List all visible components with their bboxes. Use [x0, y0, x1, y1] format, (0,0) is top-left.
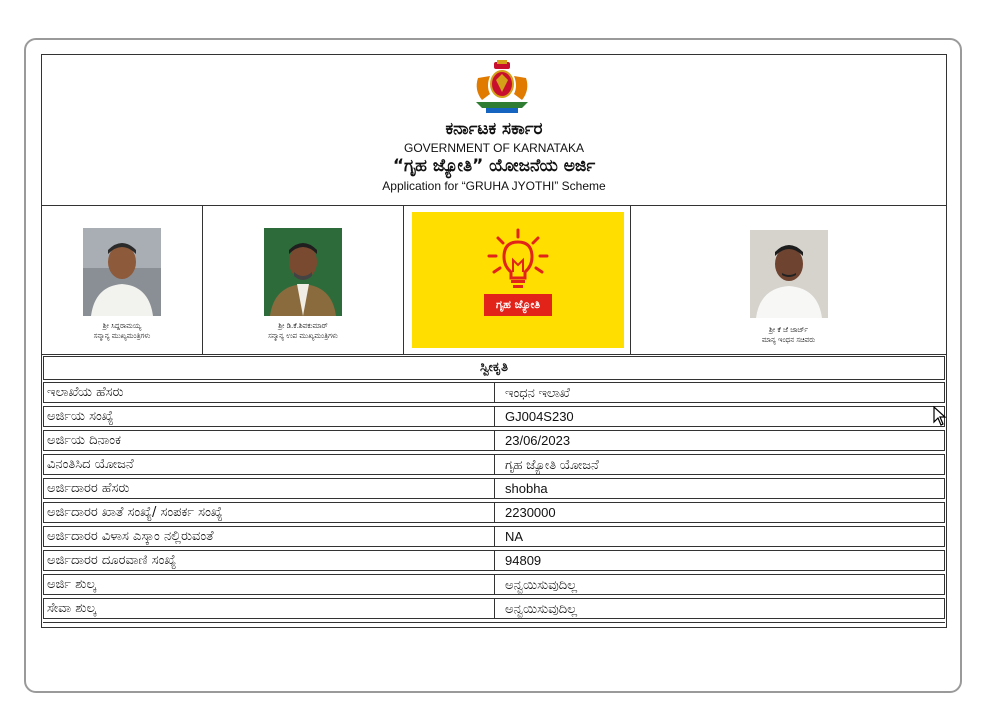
row-label-scheme: ವಿನಂತಿಸಿದ ಯೋಜನೆ: [43, 454, 495, 475]
acknowledgement-table: [42, 356, 946, 627]
bulb-icon: [486, 228, 550, 294]
scheme-title-english: Application for “GRUHA JYOTHI” Scheme: [382, 179, 606, 193]
row-label-account-number: ಅರ್ಜಿದಾರರ ಖಾತೆ ಸಂಖ್ಯೆ/ ಸಂಪರ್ಕ ಸಂಖ್ಯೆ: [43, 502, 495, 523]
gruha-jyothi-logo-cell: [404, 206, 631, 354]
logo-text: ಗೃಹ ಜ್ಯೋತಿ: [484, 294, 552, 316]
table-bottom-rule: [43, 622, 945, 627]
row-label-application-number: ಅರ್ಜಿಯ ಸಂಖ್ಯೆ: [43, 406, 495, 427]
dignitary-card-dcm: [203, 206, 404, 354]
gruha-jyothi-logo: [412, 212, 624, 348]
government-title-english: GOVERNMENT OF KARNATAKA: [403, 141, 585, 155]
row-label-application-date: ಅರ್ಜಿಯ ದಿನಾಂಕ: [43, 430, 495, 451]
row-label-application-fee: ಅರ್ಜಿ ಶುಲ್ಕ: [43, 574, 495, 595]
government-title-kannada: ಕರ್ನಾಟಕ ಸರ್ಕಾರ: [445, 119, 543, 139]
row-label-address: ಅರ್ಜಿದಾರರ ವಿಳಾಸ ಎಸ್ಕಾಂ ನಲ್ಲಿರುವಂತೆ: [43, 526, 495, 547]
row-value-department: ಇಂಧನ ಇಲಾಖೆ: [495, 382, 945, 403]
row-value-service-fee: ಅನ್ವಯಿಸುವುದಿಲ್ಲ: [495, 598, 945, 619]
table-row: [43, 550, 945, 571]
application-document: [41, 54, 947, 628]
table-row: [43, 406, 945, 427]
dignitary-card-minister: [631, 206, 946, 354]
dignitary-role-minister: ಮಾನ್ಯ ಇಂಧನ ಸಚಿವರು: [761, 336, 816, 344]
row-label-applicant-name: ಅರ್ಜಿದಾರರ ಹೆಸರು: [43, 478, 495, 499]
dignitary-card-cm: [42, 206, 203, 354]
table-row: [43, 502, 945, 523]
row-value-application-date: 23/06/2023: [495, 430, 945, 451]
scheme-title-kannada: “ಗೃಹ ಜ್ಯೋತಿ” ಯೋಜನೆಯ ಅರ್ಜಿ: [392, 156, 596, 176]
table-row: [43, 382, 945, 403]
row-value-applicant-name: shobha: [495, 478, 945, 499]
row-value-application-number: GJ004S230: [495, 406, 945, 427]
table-row: [43, 478, 945, 499]
dignitary-name-dcm: ಶ್ರೀ ಡಿ.ಕೆ.ಶಿವಕುಮಾರ್: [278, 322, 328, 330]
table-row: [43, 454, 945, 475]
portrait-minister-image: [750, 230, 828, 318]
portrait-cm-image: [83, 228, 161, 316]
table-row: [43, 526, 945, 547]
acknowledgement-heading: ಸ್ವೀಕೃತಿ: [43, 356, 945, 380]
portrait-dcm-image: [264, 228, 342, 316]
mouse-pointer-icon: [933, 406, 947, 426]
dignitary-name-cm: ಶ್ರೀ ಸಿದ್ದರಾಮಯ್ಯ: [102, 322, 142, 330]
row-value-phone: 94809: [495, 550, 945, 571]
table-row: [43, 430, 945, 451]
row-label-department: ಇಲಾಖೆಯ ಹೆಸರು: [43, 382, 495, 403]
row-label-service-fee: ಸೇವಾ ಶುಲ್ಕ: [43, 598, 495, 619]
row-value-scheme: ಗೃಹ ಜ್ಯೋತಿ ಯೋಜನೆ: [495, 454, 945, 475]
row-label-phone: ಅರ್ಜಿದಾರರ ದೂರವಾಣಿ ಸಂಖ್ಯೆ: [43, 550, 495, 571]
dignitaries-row: [42, 206, 946, 355]
dignitary-role-cm: ಸನ್ಮಾನ್ಯ ಮುಖ್ಯಮಂತ್ರಿಗಳು: [93, 332, 151, 340]
karnataka-emblem-icon: [472, 60, 532, 116]
row-value-application-fee: ಅನ್ವಯಿಸುವುದಿಲ್ಲ: [495, 574, 945, 595]
dignitary-name-minister: ಶ್ರೀ ಕೆ ಜೆ ಜಾರ್ಜ್: [768, 326, 809, 334]
table-row: [43, 598, 945, 619]
table-row: [43, 574, 945, 595]
document-header: [42, 55, 946, 206]
dignitary-role-dcm: ಸನ್ಮಾನ್ಯ ಉಪ ಮುಖ್ಯಮಂತ್ರಿಗಳು: [268, 332, 338, 340]
row-value-account-number: 2230000: [495, 502, 945, 523]
row-value-address: NA: [495, 526, 945, 547]
